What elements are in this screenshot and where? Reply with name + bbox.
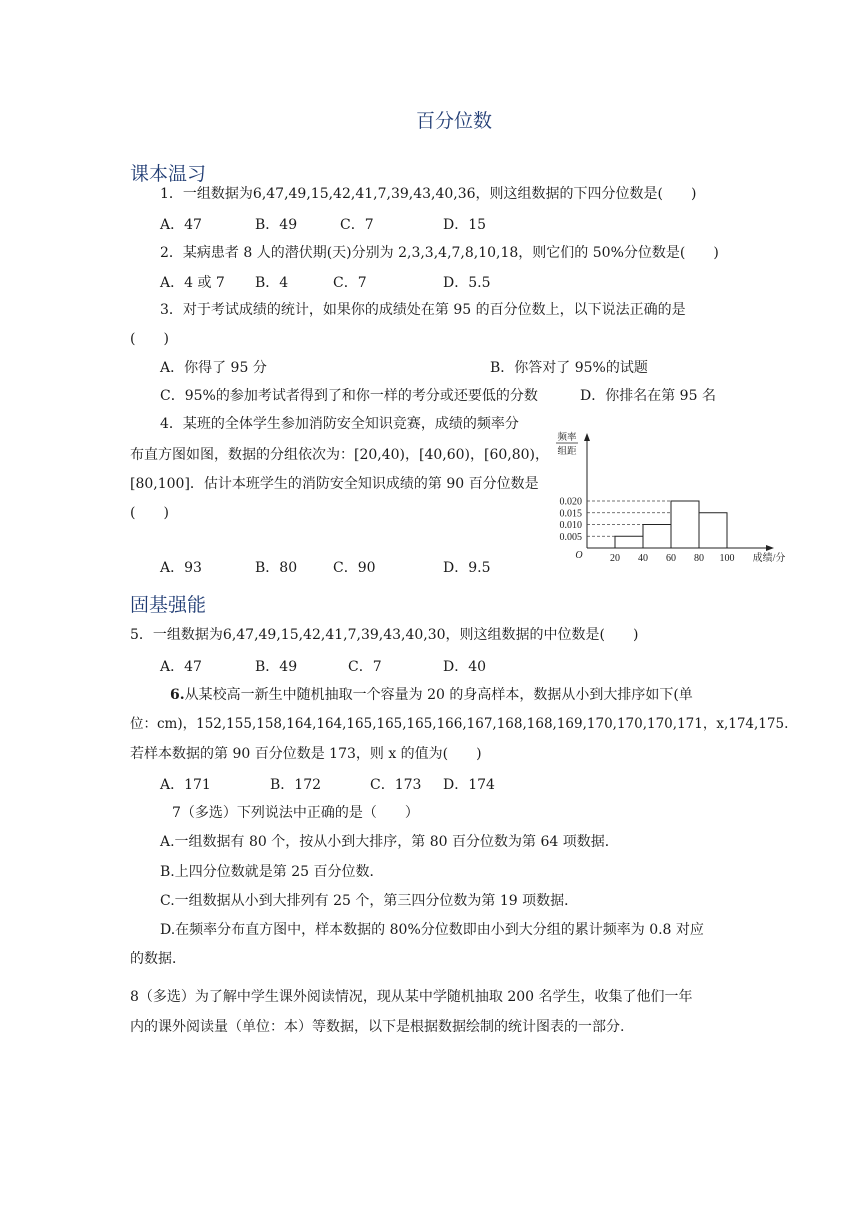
q5-option-b: B．49 xyxy=(255,659,298,675)
q7-statement-d-line-1: D.在频率分布直方图中，样本数据的 80%分位数即由小到大分组的累计频率为 0.8 对应 xyxy=(160,922,704,938)
histogram-bar xyxy=(643,525,671,549)
question-6-number: 6. xyxy=(170,687,185,703)
question-2-stem: 2．某病患者 8 人的潜伏期(天)分别为 2,3,3,4,7,8,10,18，则它们的 50%分位数是( ) xyxy=(160,245,719,261)
histogram-bars xyxy=(615,501,727,548)
q4-option-c: C．90 xyxy=(333,560,376,576)
q2-option-b: B．4 xyxy=(255,275,289,291)
q6-option-d: D．174 xyxy=(443,777,495,793)
histogram-bar xyxy=(699,513,727,548)
q3-option-c: C．95%的参加考试者得到了和你一样的考分或还要低的分数 xyxy=(160,388,538,404)
y-tick-label: 0.010 xyxy=(559,520,582,531)
question-6-line-2: 位：cm)，152,155,158,164,164,165,165,165,166,167,168,168,169,170,170,170,171，x,174,175. xyxy=(130,716,789,732)
y-axis-arrow xyxy=(584,433,590,441)
question-4-line-1: 4．某班的全体学生参加消防安全知识竞赛，成绩的频率分 xyxy=(160,416,519,432)
x-axis-label: 成绩/分 xyxy=(752,553,786,564)
histogram-bar xyxy=(615,536,643,548)
x-tick-label: 40 xyxy=(638,553,648,564)
x-tick-label: 60 xyxy=(666,553,676,564)
histogram-bar xyxy=(671,501,699,548)
question-1-stem: 1．一组数据为6,47,49,15,42,41,7,39,43,40,36，则这组数据的下四分位数是( ) xyxy=(160,186,697,202)
q5-option-d: D．40 xyxy=(443,659,487,675)
y-axis-label-numerator: 频率 xyxy=(557,433,577,443)
q2-option-d: D．5.5 xyxy=(443,275,491,291)
q4-option-d: D．9.5 xyxy=(443,560,491,576)
y-axis-label-denominator: 组距 xyxy=(557,447,577,457)
q3-option-a: A．你得了 95 分 xyxy=(160,360,267,376)
section-heading-consolidate: 固基强能 xyxy=(130,594,207,616)
q1-option-c: C．7 xyxy=(340,217,374,233)
q7-statement-c: C.一组数据从小到大排列有 25 个，第三四分位数为第 19 项数据． xyxy=(160,893,579,909)
origin-label: O xyxy=(575,550,583,561)
q5-option-c: C．7 xyxy=(348,659,382,675)
question-3-stem: 3．对于考试成绩的统计，如果你的成绩处在第 95 的百分位数上，以下说法正确的是 xyxy=(160,302,686,318)
frequency-histogram xyxy=(548,425,798,573)
x-axis-arrow xyxy=(766,545,774,551)
q6-option-c: C．173 xyxy=(370,777,422,793)
q7-statement-a: A.一组数据有 80 个，按从小到大排序，第 80 百分位数为第 64 项数据． xyxy=(160,834,619,850)
question-7-stem: 7（多选）下列说法中正确的是（ ） xyxy=(172,805,419,821)
question-8-line-2: 内的课外阅读量（单位：本）等数据，以下是根据数据绘制的统计图表的一部分. xyxy=(130,1019,625,1035)
x-tick-label: 20 xyxy=(610,553,620,564)
question-3-paren: ( ) xyxy=(130,331,169,347)
section-heading-review: 课本温习 xyxy=(130,163,207,185)
x-tick-label: 100 xyxy=(719,553,735,564)
q2-option-a: A．4 或 7 xyxy=(160,275,225,291)
question-4-line-3: [80,100]．估计本班学生的消防安全知识成绩的第 90 百分位数是 xyxy=(130,476,539,492)
q6-option-b: B．172 xyxy=(270,777,322,793)
y-tick-label: 0.020 xyxy=(559,496,582,508)
q7-statement-d-line-2: 的数据． xyxy=(130,951,186,967)
q4-option-b: B．80 xyxy=(255,560,298,576)
q6-option-a: A．171 xyxy=(160,777,211,793)
page-title: 百分位数 xyxy=(415,110,492,132)
question-4-line-2: 布直方图如图，数据的分组依次为：[20,40)，[40,60)，[60,80)， xyxy=(130,447,550,463)
q1-option-d: D．15 xyxy=(443,217,487,233)
x-tick-label: 80 xyxy=(694,553,704,564)
q1-option-a: A．47 xyxy=(160,217,202,233)
q5-option-a: A．47 xyxy=(160,659,202,675)
question-4-paren: ( ) xyxy=(130,505,169,521)
q3-option-b: B．你答对了 95%的试题 xyxy=(490,360,648,376)
question-6-line-1 xyxy=(170,685,693,705)
question-6-line-3: 若样本数据的第 90 百分位数是 173，则 x 的值为( ) xyxy=(130,746,482,762)
question-5-stem: 5．一组数据为6,47,49,15,42,41,7,39,43,40,30，则这组数据的中位数是( ) xyxy=(130,627,639,643)
y-tick-label: 0.005 xyxy=(559,531,582,543)
q1-option-b: B．49 xyxy=(255,217,298,233)
y-tick-label: 0.015 xyxy=(559,508,582,520)
q4-option-a: A．93 xyxy=(160,560,202,576)
question-8-line-1: 8（多选）为了解中学生课外阅读情况，现从某中学随机抽取 200 名学生，收集了他们一年 xyxy=(130,989,693,1005)
q3-option-d: D．你排名在第 95 名 xyxy=(580,388,716,404)
question-6-text: 从某校高一新生中随机抽取一个容量为 20 的身高样本，数据从小到大排序如下(单 xyxy=(184,687,693,703)
q2-option-c: C．7 xyxy=(333,275,367,291)
q7-statement-b: B.上四分位数就是第 25 百分位数． xyxy=(160,864,384,880)
